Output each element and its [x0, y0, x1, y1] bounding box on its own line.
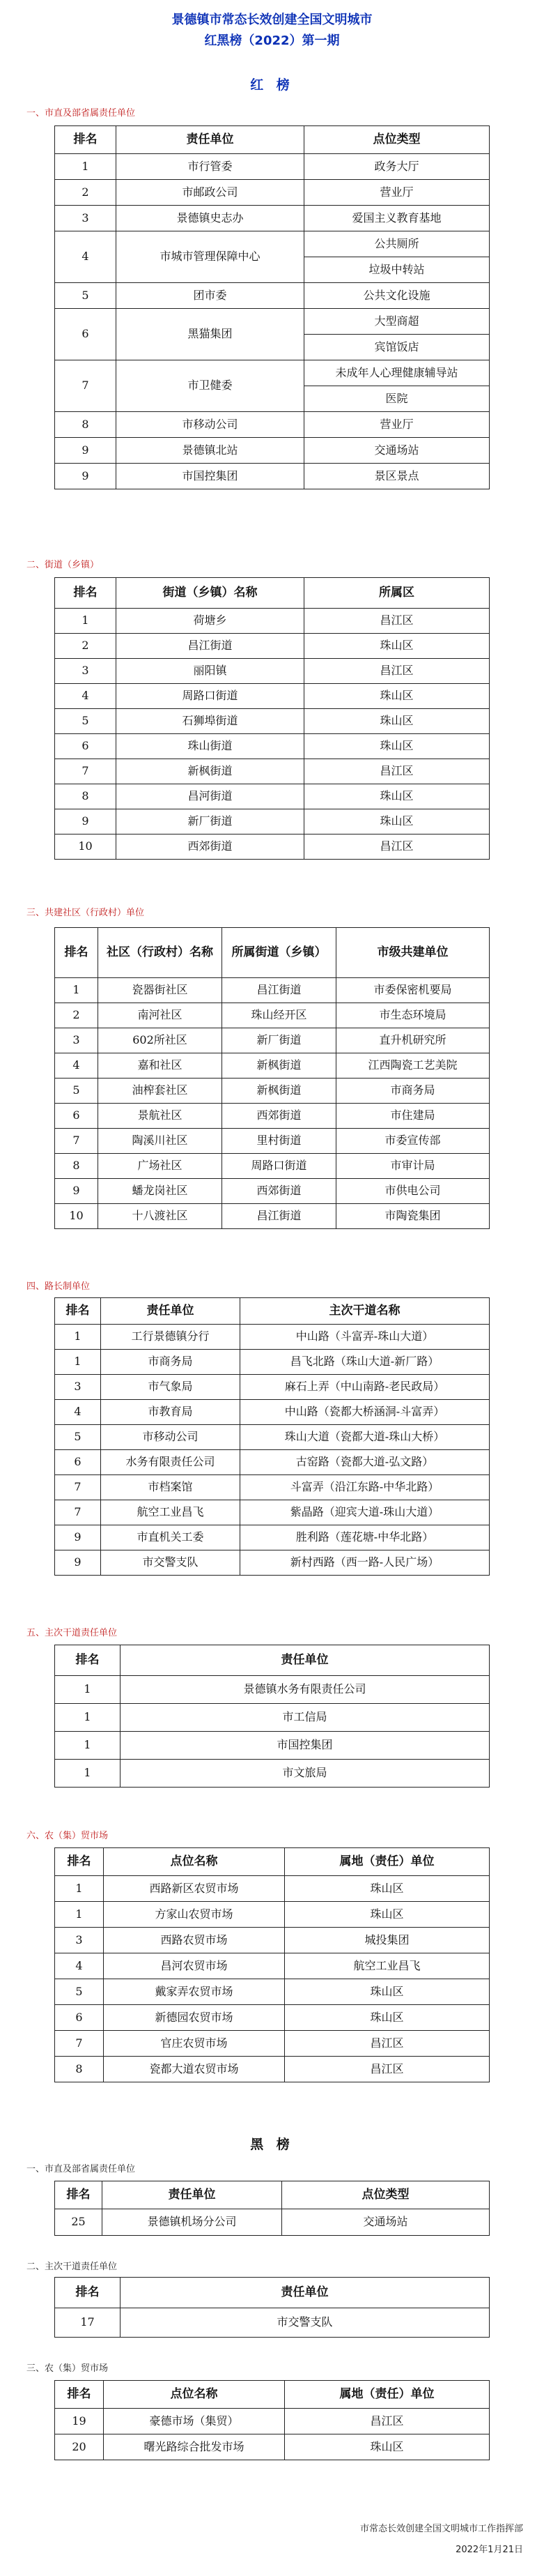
unit-cell: 航空工业昌飞	[101, 1500, 240, 1525]
street-name-cell: 西郊街道	[116, 834, 304, 860]
district-cell: 昌江区	[304, 659, 490, 684]
partner-unit-cell: 市商务局	[336, 1079, 490, 1104]
table-row	[55, 1500, 490, 1525]
rank-cell: 5	[55, 1979, 104, 2005]
table-row	[55, 634, 490, 659]
unit-cell: 市商务局	[101, 1350, 240, 1375]
market-cell: 西路农贸市场	[104, 1928, 285, 1953]
rank-cell: 3	[55, 206, 116, 231]
table-row	[55, 154, 490, 180]
unit-cell: 市交警支队	[121, 2308, 490, 2338]
column-header: 点位名称	[104, 2381, 285, 2409]
unit-cell: 市直机关工委	[101, 1525, 240, 1550]
black-section-2-table	[54, 2277, 490, 2338]
black-section-1-label: 一、市直及部省属责任单位	[26, 2164, 136, 2174]
unit-cell: 黑猫集团	[116, 309, 304, 360]
market-cell: 豪德市场（集贸）	[104, 2409, 285, 2434]
street-cell: 珠山经开区	[222, 1003, 336, 1028]
rank-cell: 1	[55, 154, 116, 180]
owner-unit-cell: 昌江区	[285, 2409, 490, 2434]
point-type-cell: 公共厕所	[304, 231, 490, 257]
rank-cell: 4	[55, 1053, 98, 1079]
red-section-3-table	[54, 927, 490, 1229]
table-row	[55, 1953, 490, 1979]
column-header: 属地（责任）单位	[285, 1848, 490, 1876]
unit-cell: 景德镇水务有限责任公司	[121, 1676, 490, 1704]
rank-cell: 6	[55, 1450, 101, 1475]
rank-cell: 1	[55, 1876, 104, 1902]
table-row	[55, 1902, 490, 1928]
community-cell: 十八渡社区	[98, 1204, 222, 1229]
market-cell: 西路新区农贸市场	[104, 1876, 285, 1902]
table-row	[55, 2209, 490, 2236]
rank-cell: 9	[55, 438, 116, 464]
unit-cell: 市邮政公司	[116, 180, 304, 206]
rank-cell: 2	[55, 180, 116, 206]
table-row	[55, 609, 490, 634]
unit-cell: 工行景德镇分行	[101, 1325, 240, 1350]
table-row	[55, 1425, 490, 1450]
column-header: 排名	[55, 126, 116, 154]
column-header: 排名	[55, 2181, 102, 2209]
table-row	[55, 1028, 490, 1053]
table-row	[55, 1003, 490, 1028]
unit-cell: 水务有限责任公司	[101, 1450, 240, 1475]
point-type-cell: 政务大厅	[304, 154, 490, 180]
table-row	[55, 2005, 490, 2031]
column-header: 点位名称	[104, 1848, 285, 1876]
point-type-cell: 垃圾中转站	[304, 257, 490, 283]
unit-cell: 市教育局	[101, 1400, 240, 1425]
black-section-1-table	[54, 2181, 490, 2236]
unit-cell: 市移动公司	[101, 1425, 240, 1450]
community-cell: 瓷器街社区	[98, 978, 222, 1003]
rank-cell: 17	[55, 2308, 121, 2338]
rank-cell: 4	[55, 684, 116, 709]
rank-cell: 6	[55, 1104, 98, 1129]
table-row	[55, 1053, 490, 1079]
column-header: 所属区	[304, 578, 490, 609]
column-header: 排名	[55, 1848, 104, 1876]
rank-cell: 8	[55, 2057, 104, 2082]
table-row	[55, 1550, 490, 1576]
table-row	[55, 1876, 490, 1902]
rank-cell: 19	[55, 2409, 104, 2434]
owner-unit-cell: 珠山区	[285, 1979, 490, 2005]
rank-cell: 20	[55, 2434, 104, 2460]
table-row	[55, 1979, 490, 2005]
rank-cell: 10	[55, 834, 116, 860]
rank-cell: 7	[55, 1475, 101, 1500]
table-row	[55, 1104, 490, 1129]
table-header-row	[55, 2181, 490, 2209]
black-section-2-label: 二、主次干道责任单位	[26, 2262, 118, 2272]
column-header: 排名	[55, 2381, 104, 2409]
red-section-6-table	[54, 1847, 490, 2082]
table-row	[55, 1928, 490, 1953]
point-type-cell: 交通场站	[282, 2209, 490, 2236]
district-cell: 昌江区	[304, 609, 490, 634]
owner-unit-cell: 昌江区	[285, 2057, 490, 2082]
table-row	[55, 1350, 490, 1375]
black-list-title: 黑 榜	[250, 2137, 294, 2152]
road-cell: 中山路（斗富弄-珠山大道）	[240, 1325, 490, 1350]
red-section-5-table	[54, 1645, 490, 1788]
rank-cell: 7	[55, 759, 116, 784]
table-row	[55, 2434, 490, 2460]
table-row	[55, 1760, 490, 1788]
point-type-cell: 未成年人心理健康辅导站	[304, 360, 490, 386]
rank-cell: 5	[55, 1079, 98, 1104]
table-row	[55, 2308, 490, 2338]
rank-cell: 9	[55, 809, 116, 834]
table-row	[55, 759, 490, 784]
street-name-cell: 珠山街道	[116, 734, 304, 759]
road-cell: 斗富弄（沿江东路-中华北路）	[240, 1475, 490, 1500]
street-cell: 昌江街道	[222, 978, 336, 1003]
red-section-4-table	[54, 1297, 490, 1576]
table-row	[55, 1525, 490, 1550]
column-header: 点位类型	[282, 2181, 490, 2209]
rank-cell: 7	[55, 360, 116, 412]
black-section-3-table	[54, 2380, 490, 2460]
table-header-row	[55, 1645, 490, 1676]
point-type-cell: 营业厅	[304, 180, 490, 206]
rank-cell: 1	[55, 1902, 104, 1928]
partner-unit-cell: 市委宣传部	[336, 1129, 490, 1154]
rank-cell: 3	[55, 1028, 98, 1053]
street-name-cell: 周路口街道	[116, 684, 304, 709]
footer-org: 市常态长效创建全国文明城市工作指挥部	[359, 2524, 523, 2534]
point-type-cell: 公共文化设施	[304, 283, 490, 309]
community-cell: 景航社区	[98, 1104, 222, 1129]
partner-unit-cell: 直升机研究所	[336, 1028, 490, 1053]
rank-cell: 1	[55, 1732, 121, 1760]
district-cell: 昌江区	[304, 759, 490, 784]
owner-unit-cell: 珠山区	[285, 2005, 490, 2031]
partner-unit-cell: 江西陶瓷工艺美院	[336, 1053, 490, 1079]
district-cell: 珠山区	[304, 684, 490, 709]
header-title-line1: 景德镇市常态长效创建全国文明城市	[171, 13, 373, 27]
street-cell: 西郊街道	[222, 1104, 336, 1129]
district-cell: 珠山区	[304, 709, 490, 734]
rank-cell: 3	[55, 1375, 101, 1400]
table-row	[55, 709, 490, 734]
owner-unit-cell: 城投集团	[285, 1928, 490, 1953]
rank-cell: 4	[55, 1400, 101, 1425]
street-cell: 里村街道	[222, 1129, 336, 1154]
rank-cell: 5	[55, 283, 116, 309]
table-header-row	[55, 2278, 490, 2308]
red-section-3-label: 三、共建社区（行政村）单位	[26, 908, 145, 918]
street-cell: 昌江街道	[222, 1204, 336, 1229]
district-cell: 珠山区	[304, 809, 490, 834]
rank-cell: 1	[55, 1350, 101, 1375]
rank-cell: 9	[55, 464, 116, 489]
column-header: 街道（乡镇）名称	[116, 578, 304, 609]
community-cell: 602所社区	[98, 1028, 222, 1053]
table-row	[55, 784, 490, 809]
district-cell: 珠山区	[304, 784, 490, 809]
table-row	[55, 438, 490, 464]
rank-cell: 4	[55, 231, 116, 283]
unit-cell: 市卫健委	[116, 360, 304, 412]
table-row	[55, 1179, 490, 1204]
table-row	[55, 2057, 490, 2082]
rank-cell: 9	[55, 1550, 101, 1576]
road-cell: 紫晶路（迎宾大道-珠山大道）	[240, 1500, 490, 1525]
rank-cell: 1	[55, 978, 98, 1003]
street-cell: 西郊街道	[222, 1179, 336, 1204]
road-cell: 胜利路（莲花塘-中华北路）	[240, 1525, 490, 1550]
market-cell: 瓷都大道农贸市场	[104, 2057, 285, 2082]
market-cell: 新德园农贸市场	[104, 2005, 285, 2031]
red-section-4-label: 四、路长制单位	[26, 1281, 91, 1292]
table-row	[55, 412, 490, 438]
table-row	[55, 1732, 490, 1760]
table-row	[55, 2409, 490, 2434]
rank-cell: 25	[55, 2209, 102, 2236]
rank-cell: 7	[55, 1129, 98, 1154]
footer-date: 2022年1月21日	[456, 2545, 523, 2555]
unit-cell: 景德镇史志办	[116, 206, 304, 231]
table-header-row	[55, 578, 490, 609]
rank-cell: 3	[55, 659, 116, 684]
column-header: 社区（行政村）名称	[98, 928, 222, 978]
table-row	[55, 734, 490, 759]
table-row	[55, 180, 490, 206]
street-name-cell: 昌江街道	[116, 634, 304, 659]
column-header: 责任单位	[102, 2181, 282, 2209]
column-header: 排名	[55, 1298, 101, 1325]
table-row	[55, 659, 490, 684]
table-row	[55, 684, 490, 709]
partner-unit-cell: 市供电公司	[336, 1179, 490, 1204]
table-row	[55, 1704, 490, 1732]
table-row	[55, 283, 490, 309]
point-type-cell: 营业厅	[304, 412, 490, 438]
table-row	[55, 809, 490, 834]
red-section-1-label: 一、市直及部省属责任单位	[26, 108, 136, 119]
street-name-cell: 新厂街道	[116, 809, 304, 834]
column-header: 责任单位	[116, 126, 304, 154]
table-header-row	[55, 1298, 490, 1325]
community-cell: 陶溪川社区	[98, 1129, 222, 1154]
table-header-row	[55, 928, 490, 978]
rank-cell: 10	[55, 1204, 98, 1229]
unit-cell: 景德镇机场分公司	[102, 2209, 282, 2236]
point-type-cell: 宾馆饭店	[304, 335, 490, 360]
rank-cell: 6	[55, 2005, 104, 2031]
district-cell: 珠山区	[304, 634, 490, 659]
red-section-6-label: 六、农（集）贸市场	[26, 1831, 109, 1841]
column-header: 责任单位	[121, 2278, 490, 2308]
unit-cell: 景德镇北站	[116, 438, 304, 464]
rank-cell: 4	[55, 1953, 104, 1979]
market-cell: 方家山农贸市场	[104, 1902, 285, 1928]
column-header: 排名	[55, 928, 98, 978]
owner-unit-cell: 珠山区	[285, 1876, 490, 1902]
red-list-title: 红 榜	[250, 77, 294, 93]
unit-cell: 市城市管理保障中心	[116, 231, 304, 283]
rank-cell: 8	[55, 1154, 98, 1179]
table-header-row	[55, 126, 490, 154]
rank-cell: 7	[55, 1500, 101, 1525]
point-type-cell: 交通场站	[304, 438, 490, 464]
rank-cell: 8	[55, 784, 116, 809]
rank-cell: 3	[55, 1928, 104, 1953]
road-cell: 珠山大道（瓷都大道-珠山大桥）	[240, 1425, 490, 1450]
unit-cell: 团市委	[116, 283, 304, 309]
market-cell: 戴家弄农贸市场	[104, 1979, 285, 2005]
table-row	[55, 231, 490, 257]
column-header: 排名	[55, 2278, 121, 2308]
district-cell: 昌江区	[304, 834, 490, 860]
partner-unit-cell: 市住建局	[336, 1104, 490, 1129]
owner-unit-cell: 航空工业昌飞	[285, 1953, 490, 1979]
table-header-row	[55, 1848, 490, 1876]
rank-cell: 9	[55, 1179, 98, 1204]
unit-cell: 市国控集团	[116, 464, 304, 489]
point-type-cell: 景区景点	[304, 464, 490, 489]
column-header: 排名	[55, 1645, 121, 1676]
table-row	[55, 464, 490, 489]
owner-unit-cell: 珠山区	[285, 1902, 490, 1928]
column-header: 主次干道名称	[240, 1298, 490, 1325]
black-section-3-label: 三、农（集）贸市场	[26, 2363, 109, 2374]
rank-cell: 5	[55, 1425, 101, 1450]
column-header: 市级共建单位	[336, 928, 490, 978]
road-cell: 麻石上弄（中山南路-老民政局）	[240, 1375, 490, 1400]
table-row	[55, 834, 490, 860]
road-cell: 昌飞北路（珠山大道-新厂路）	[240, 1350, 490, 1375]
rank-cell: 6	[55, 309, 116, 360]
table-row	[55, 978, 490, 1003]
street-name-cell: 荷塘乡	[116, 609, 304, 634]
column-header: 所属街道（乡镇）	[222, 928, 336, 978]
street-name-cell: 丽阳镇	[116, 659, 304, 684]
red-section-2-table	[54, 577, 490, 860]
table-row	[55, 360, 490, 386]
unit-cell: 市行管委	[116, 154, 304, 180]
rank-cell: 1	[55, 1325, 101, 1350]
street-cell: 新厂街道	[222, 1028, 336, 1053]
road-cell: 古窑路（瓷都大道-弘文路）	[240, 1450, 490, 1475]
table-row	[55, 1154, 490, 1179]
unit-cell: 市工信局	[121, 1704, 490, 1732]
red-section-5-label: 五、主次干道责任单位	[26, 1628, 118, 1638]
rank-cell: 1	[55, 609, 116, 634]
market-cell: 官庄农贸市场	[104, 2031, 285, 2057]
street-cell: 周路口街道	[222, 1154, 336, 1179]
street-cell: 新枫街道	[222, 1079, 336, 1104]
column-header: 责任单位	[121, 1645, 490, 1676]
unit-cell: 市移动公司	[116, 412, 304, 438]
partner-unit-cell: 市委保密机要局	[336, 978, 490, 1003]
community-cell: 嘉和社区	[98, 1053, 222, 1079]
column-header: 责任单位	[101, 1298, 240, 1325]
unit-cell: 市交警支队	[101, 1550, 240, 1576]
market-cell: 昌河农贸市场	[104, 1953, 285, 1979]
unit-cell: 市文旅局	[121, 1760, 490, 1788]
table-row	[55, 1325, 490, 1350]
table-row	[55, 1375, 490, 1400]
community-cell: 广场社区	[98, 1154, 222, 1179]
community-cell: 蟠龙岗社区	[98, 1179, 222, 1204]
rank-cell: 1	[55, 1760, 121, 1788]
table-row	[55, 1129, 490, 1154]
unit-cell: 市档案馆	[101, 1475, 240, 1500]
rank-cell: 6	[55, 734, 116, 759]
table-row	[55, 1475, 490, 1500]
street-name-cell: 昌河街道	[116, 784, 304, 809]
red-section-1-table	[54, 125, 490, 489]
market-cell: 曙光路综合批发市场	[104, 2434, 285, 2460]
road-cell: 中山路（瓷都大桥涵洞-斗富弄）	[240, 1400, 490, 1425]
red-section-2-label: 二、街道（乡镇）	[26, 560, 100, 570]
community-cell: 南河社区	[98, 1003, 222, 1028]
unit-cell: 市国控集团	[121, 1732, 490, 1760]
table-row	[55, 1676, 490, 1704]
column-header: 点位类型	[304, 126, 490, 154]
owner-unit-cell: 珠山区	[285, 2434, 490, 2460]
point-type-cell: 爱国主义教育基地	[304, 206, 490, 231]
road-cell: 新村西路（西一路-人民广场）	[240, 1550, 490, 1576]
partner-unit-cell: 市审计局	[336, 1154, 490, 1179]
rank-cell: 9	[55, 1525, 101, 1550]
partner-unit-cell: 市陶瓷集团	[336, 1204, 490, 1229]
street-name-cell: 新枫街道	[116, 759, 304, 784]
column-header: 排名	[55, 578, 116, 609]
table-row	[55, 1450, 490, 1475]
table-row	[55, 1079, 490, 1104]
table-header-row	[55, 2381, 490, 2409]
point-type-cell: 大型商超	[304, 309, 490, 335]
rank-cell: 2	[55, 1003, 98, 1028]
street-cell: 新枫街道	[222, 1053, 336, 1079]
rank-cell: 7	[55, 2031, 104, 2057]
column-header: 属地（责任）单位	[285, 2381, 490, 2409]
district-cell: 珠山区	[304, 734, 490, 759]
table-row	[55, 206, 490, 231]
rank-cell: 5	[55, 709, 116, 734]
point-type-cell: 医院	[304, 386, 490, 412]
rank-cell: 8	[55, 412, 116, 438]
rank-cell: 1	[55, 1704, 121, 1732]
rank-cell: 1	[55, 1676, 121, 1704]
table-row	[55, 2031, 490, 2057]
table-row	[55, 309, 490, 335]
table-row	[55, 1400, 490, 1425]
header-title-line2: 红黑榜（2022）第一期	[204, 33, 340, 48]
street-name-cell: 石狮埠街道	[116, 709, 304, 734]
owner-unit-cell: 昌江区	[285, 2031, 490, 2057]
rank-cell: 2	[55, 634, 116, 659]
community-cell: 油榨套社区	[98, 1079, 222, 1104]
unit-cell: 市气象局	[101, 1375, 240, 1400]
table-row	[55, 1204, 490, 1229]
partner-unit-cell: 市生态环境局	[336, 1003, 490, 1028]
